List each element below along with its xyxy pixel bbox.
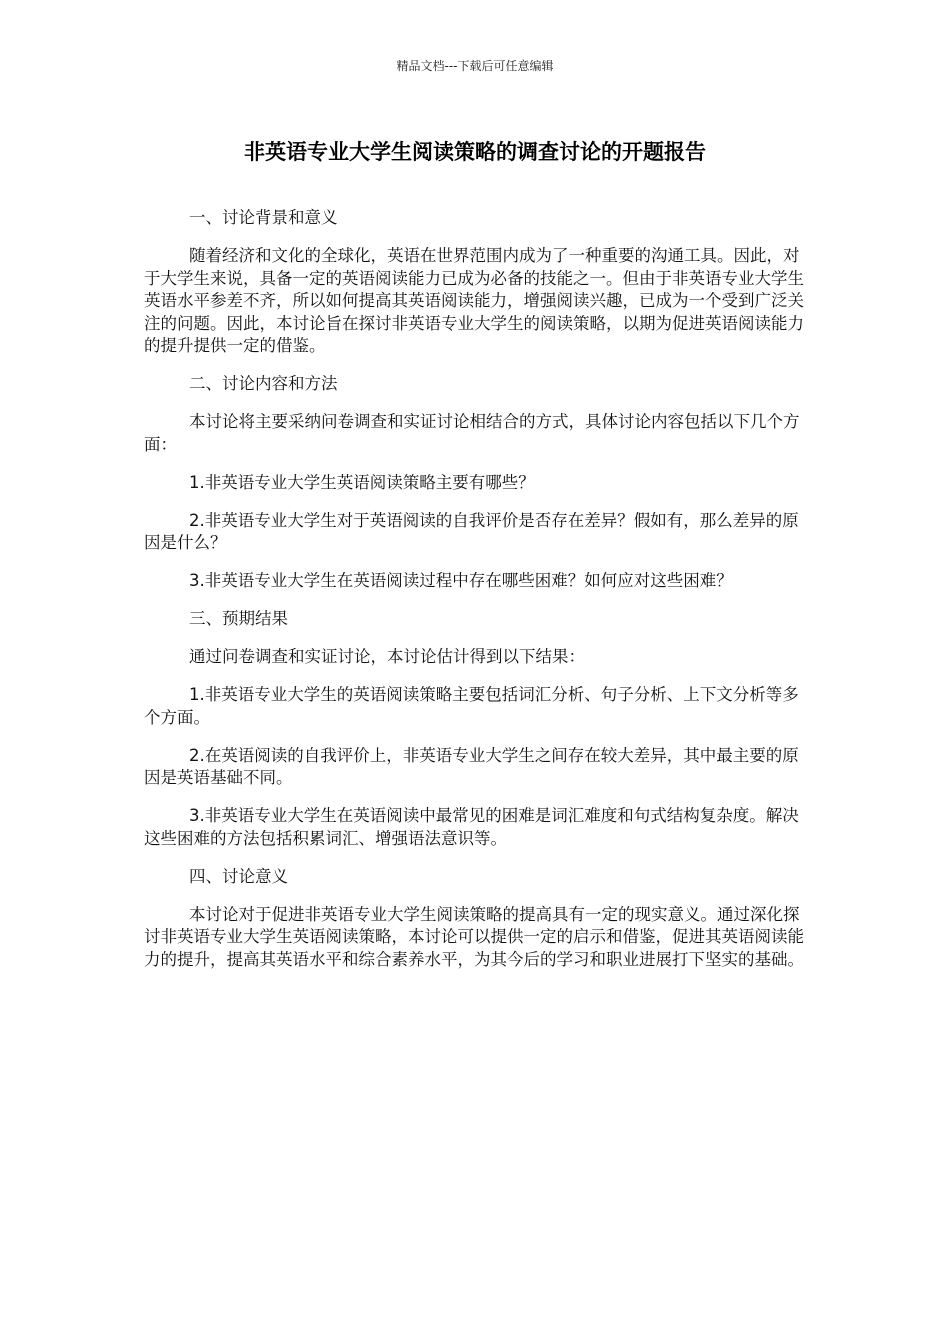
content-method-item-2: 2.非英语专业大学生对于英语阅读的自我评价是否存在差异？假如有，那么差异的原因是什么？ — [144, 510, 799, 552]
document-title: 非英语专业大学生阅读策略的调查讨论的开题报告 — [244, 140, 706, 164]
background-paragraph: 随着经济和文化的全球化，英语在世界范围内成为了一种重要的沟通工具。因此，对于大学生来说，具备一定的英语阅读能力已成为必备的技能之一。但由于非英语专业大学生英语水平参差不齐，所以如何提高其英语阅读能力，增强阅读兴趣，已成为一个受到广泛关注的问题。因此，本讨论旨在探讨非英语专业大学生的阅读策略，以期为促进英语阅读能力的提升提供一定的借鉴。 — [144, 246, 804, 355]
section-heading-content-method: 二、讨论内容和方法 — [189, 374, 338, 393]
content-method-item-1: 1.非英语专业大学生英语阅读策略主要有哪些？ — [189, 472, 535, 492]
document-body — [144, 207, 806, 987]
expected-results-item-2: 2.在英语阅读的自我评价上，非英语专业大学生之间存在较大差异，其中最主要的原因是英语基础不同。 — [144, 745, 799, 787]
content-method-intro: 本讨论将主要采纳问卷调查和实证讨论相结合的方式，具体讨论内容包括以下几个方面： — [144, 412, 800, 454]
section-heading-expected-results: 三、预期结果 — [189, 609, 288, 628]
content-method-item-3: 3.非英语专业大学生在英语阅读过程中存在哪些困难？如何应对这些困难？ — [189, 571, 733, 590]
section-heading-significance: 四、讨论意义 — [189, 866, 288, 886]
page-header: 精品文档---下载后可任意编辑 — [396, 59, 554, 73]
expected-results-intro: 通过问卷调查和实证讨论，本讨论估计得到以下结果： — [189, 647, 585, 666]
expected-results-item-3: 3.非英语专业大学生在英语阅读中最常见的困难是词汇难度和句式结构复杂度。解决这些困难的方法包括积累词汇、增强语法意识等。 — [144, 806, 799, 848]
expected-results-item-1: 1.非英语专业大学生的英语阅读策略主要包括词汇分析、句子分析、上下文分析等多个方面。 — [144, 685, 799, 727]
section-heading-background: 一、讨论背景和意义 — [189, 208, 338, 227]
significance-paragraph: 本讨论对于促进非英语专业大学生阅读策略的提高具有一定的现实意义。通过深化探讨非英语专业大学生英语阅读策略，本讨论可以提供一定的启示和借鉴，促进其英语阅读能力的提升，提高其英语水平和综合素养水平，为其今后的学习和职业进展打下坚实的基础。 — [144, 904, 804, 969]
